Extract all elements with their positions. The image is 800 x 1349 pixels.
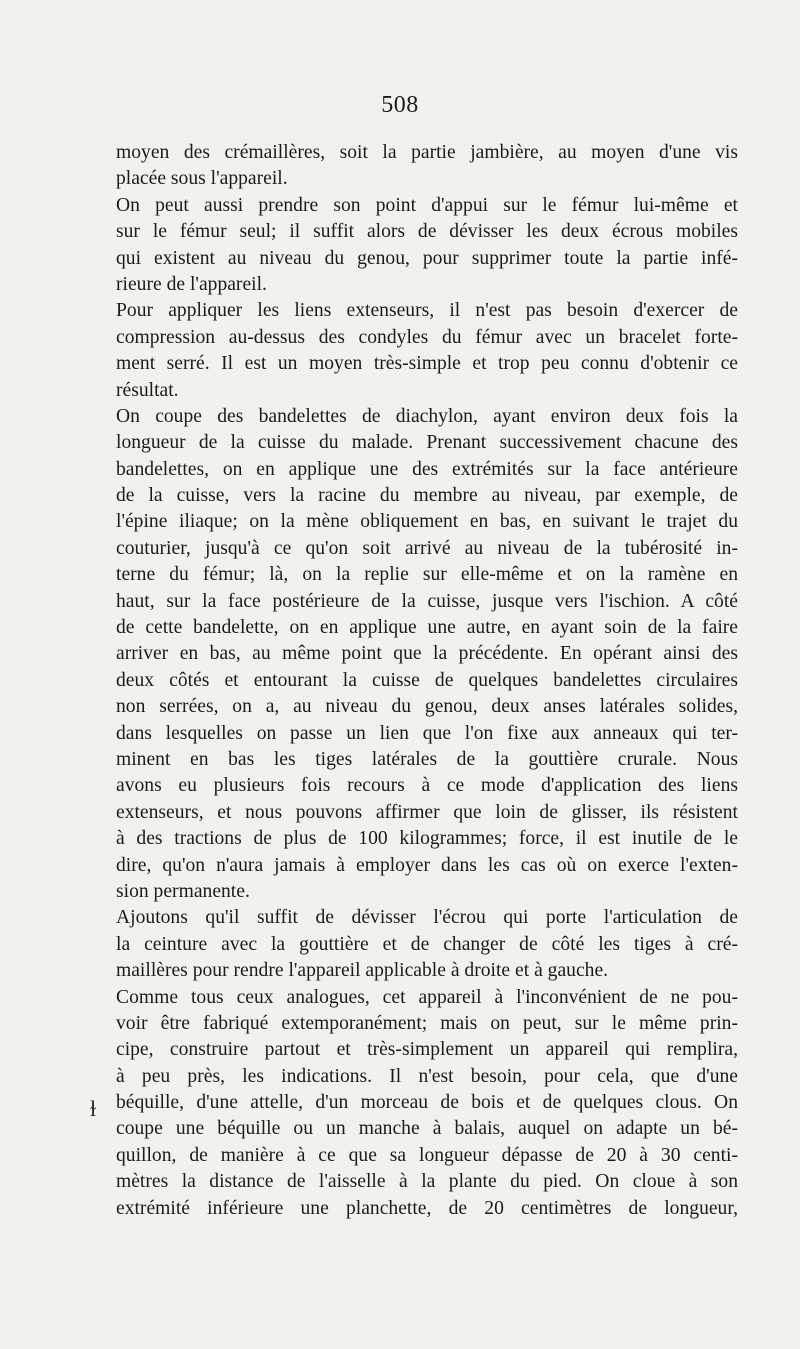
text-line: à peu près, les indications. Il n'est besoin, pour cela, que d'une [116, 1065, 738, 1087]
text-line: voir être fabriqué extemporanément; mais on peut, sur le même prin- [116, 1012, 738, 1034]
body-text [116, 140, 738, 1222]
text-line: On coupe des bandelettes de diachylon, ayant environ deux fois la [116, 405, 738, 427]
text-line: avons eu plusieurs fois recours à ce mode d'application des liens [116, 775, 738, 797]
text-line: mètres la distance de l'aisselle à la plante du pied. On cloue à son [116, 1171, 738, 1193]
text-line: extenseurs, et nous pouvons affirmer que loin de glisser, ils résistent [116, 801, 738, 823]
text-line: haut, sur la face postérieure de la cuisse, jusque vers l'ischion. A côté [116, 590, 738, 612]
text-line: Comme tous ceux analogues, cet appareil à l'inconvénient de ne pou- [116, 986, 738, 1008]
text-line: résultat. [116, 379, 179, 401]
text-line: la ceinture avec la gouttière et de changer de côté les tiges à cré- [116, 933, 738, 955]
text-line: coupe une béquille ou un manche à balais, auquel on adapte un bé- [116, 1118, 738, 1140]
text-line: minent en bas les tiges latérales de la gouttière crurale. Nous [116, 748, 738, 770]
text-line: ment serré. Il est un moyen très-simple et trop peu connu d'obtenir ce [116, 353, 738, 375]
text-line: qui existent au niveau du genou, pour supprimer toute la partie infé- [116, 247, 738, 269]
text-line: sion permanente. [116, 880, 250, 902]
text-line: maillères pour rendre l'appareil applicable à droite et à gauche. [116, 960, 609, 982]
text-line: bandelettes, on en applique une des extrémités sur la face antérieure [116, 458, 738, 480]
text-line: Ajoutons qu'il suffit de dévisser l'écrou qui porte l'articulation de [116, 907, 738, 929]
text-line: Pour appliquer les liens extenseurs, il n'est pas besoin d'exercer de [116, 300, 738, 322]
text-line: rieure de l'appareil. [116, 273, 267, 295]
text-line: longueur de la cuisse du malade. Prenant successivement chacune des [116, 432, 738, 454]
text-line: de la cuisse, vers la racine du membre au niveau, par exemple, de [116, 485, 738, 507]
text-line: couturier, jusqu'à ce qu'on soit arrivé au niveau de la tubérosité in- [116, 537, 738, 559]
margin-mark: ɫ [90, 1096, 97, 1121]
text-line: non serrées, on a, au niveau du genou, deux anses latérales solides, [116, 696, 738, 718]
text-line: moyen des crémaillères, soit la partie jambière, au moyen d'une vis [116, 142, 738, 163]
text-line: l'épine iliaque; on la mène obliquement en bas, en suivant le trajet du [116, 511, 738, 533]
text-line: dans lesquelles on passe un lien que l'on fixe aux anneaux qui ter- [116, 722, 738, 744]
text-line: à des tractions de plus de 100 kilogrammes; force, il est inutile de le [116, 828, 738, 850]
text-line: extrémité inférieure une planchette, de 20 centimètres de longueur, [116, 1197, 738, 1219]
text-line: terne du fémur; là, on la replie sur elle-même et on la ramène en [116, 564, 738, 586]
text-line: de cette bandelette, on en applique une autre, en ayant soin de la faire [116, 617, 738, 639]
text-line: quillon, de manière à ce que sa longueur dépasse de 20 à 30 centi- [116, 1144, 738, 1166]
text-line: On peut aussi prendre son point d'appui sur le fémur lui-même et [116, 194, 738, 216]
text-line: sur le fémur seul; il suffit alors de dévisser les deux écrous mobiles [116, 221, 738, 243]
page-number: 508 [381, 92, 419, 118]
text-line: compression au-dessus des condyles du fémur avec un bracelet forte- [116, 326, 738, 348]
text-line: cipe, construire partout et très-simplement un appareil qui remplira, [116, 1039, 738, 1061]
text-line: deux côtés et entourant la cuisse de quelques bandelettes circulaires [116, 669, 738, 691]
text-line: béquille, d'une attelle, d'un morceau de bois et de quelques clous. On [116, 1092, 738, 1114]
text-line: dire, qu'on n'aura jamais à employer dans les cas où on exerce l'exten- [116, 854, 738, 876]
text-line: arriver en bas, au même point que la précédente. En opérant ainsi des [116, 643, 738, 665]
text-line: placée sous l'appareil. [116, 168, 288, 190]
